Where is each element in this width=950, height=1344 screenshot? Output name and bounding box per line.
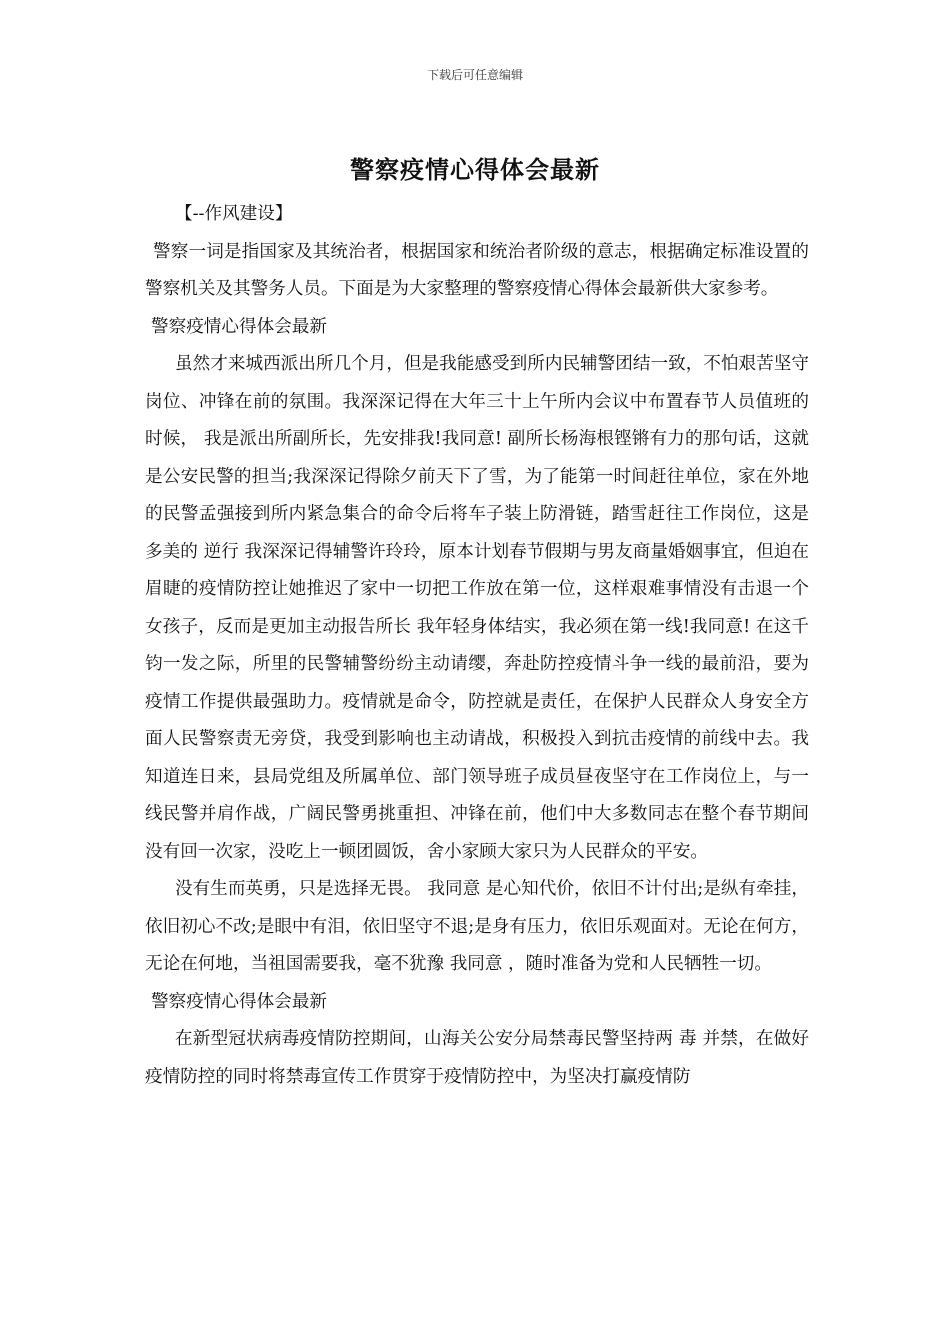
body-paragraph: 在新型冠状病毒疫情防控期间，山海关公安分局禁毒民警坚持两 毒 并禁，在做好疫情防控的同时将禁毒宣传工作贯穿于疫情防控中，为坚决打赢疫情防 xyxy=(145,1029,809,1087)
document-body xyxy=(145,196,809,1096)
intro-paragraph: 警察一词是指国家及其统治者，根据国家和统治者阶级的意志，根据确定标准设置的警察机关及其警务人员。下面是为大家整理的警察疫情心得体会最新供大家参考。 xyxy=(145,241,809,299)
header-note: 下载后可任意编辑 xyxy=(426,68,523,82)
body-paragraph: 虽然才来城西派出所几个月，但是我能感受到所内民辅警团结一致，不怕艰苦坚守岗位、冲锋在前的氛围。我深深记得在大年三十上午所内会议中布置春节人员值班的时候， 我是派出所副所长，先安排我!我同意! 副所长杨海根铿锵有力的那句话，这就是公安民警的担当;我深深记得除夕前天下了雪，为了能第一时间赶往单位，家在外地的民警孟强接到所内紧急集合的命令后将车子装上防滑链，踏雪赶往工作岗位，这是多美的 逆行 我深深记得辅警许玲玲，原本计划春节假期与男友商量婚姻事宜，但迫在眉睫的疫情防控让她推迟了家中一切把工作放在第一位，这样艰难事情没有击退一个女孩子，反而是更加主动报告所长 我年轻身体结实，我必须在第一线!我同意! 在这千钧一发之际，所里的民警辅警纷纷主动请缨，奔赴防控疫情斗争一线的最前沿，要为疫情工作提供最强助力。疫情就是命令，防控就是责任，在保护人民群众人身安全方面人民警察责无旁贷，我受到影响也主动请战，积极投入到抗击疫情的前线中去。我知道连日来，县局党组及所属单位、部门领导班子成员昼夜坚守在工作岗位上，与一线民警并肩作战，广阔民警勇挑重担、冲锋在前，他们中大多数同志在整个春节期间没有回一次家，没吃上一顿团圆饭，舍小家顾大家只为人民群众的平安。 xyxy=(145,354,809,862)
section-heading: 警察疫情心得体会最新 xyxy=(151,316,327,337)
document-title: 警察疫情心得体会最新 xyxy=(350,155,600,184)
section-heading: 警察疫情心得体会最新 xyxy=(151,991,327,1012)
category-tag: 【--作风建设】 xyxy=(175,204,293,224)
body-paragraph: 没有生而英勇，只是选择无畏。 我同意 是心知代价，依旧不计付出;是纵有牵挂，依旧初心不改;是眼中有泪，依旧坚守不退;是身有压力，依旧乐观面对。无论在何方，无论在何地，当祖国需要我，毫不犹豫 我同意 ，随时准备为党和人民牺牲一切。 xyxy=(145,879,809,974)
